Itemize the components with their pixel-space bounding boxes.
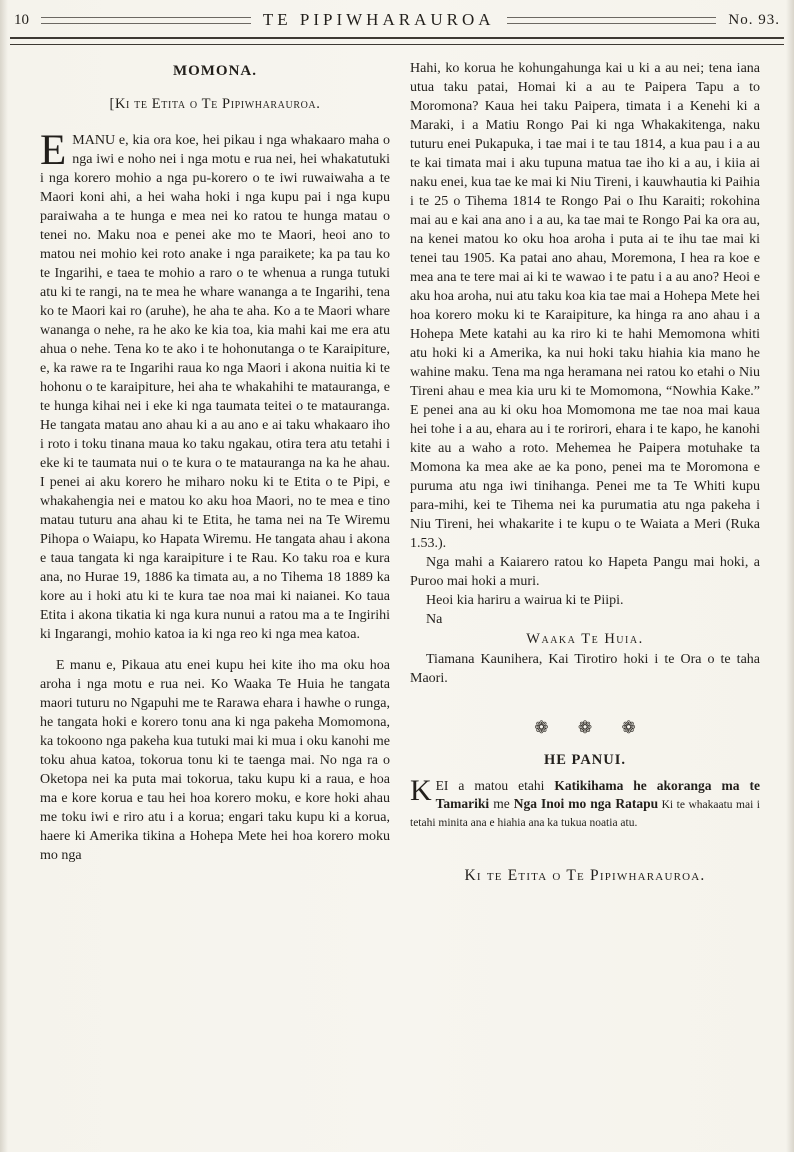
article-paragraph-3: Hahi, ko korua he kohungahunga kai u ki a au nei; tena iana utua taku patai, Homai ki a au te Paipera Tapu a to Moromona? Kaua hei taku Paipera, timata i a Kenehi ki a Maraki, i a Matiu Rongo Pai ki nga Whakakitenga, naku tuturu enei Pukapuka, i tae mai i te tau 1814, a kua pau i a au te kai timata mai i aku tupuna matua tae iho ki a au, i kiia ai naku enei, kua tae ke mai ki Niu Tireni, i kauwhautia ki Paihia i te 25 o Tihema 1814 te Rongo Pai o Ihu Karaiti; rokohina mai au e kai ana ano i a au, ka tae mai te Rongo Pai ka ora au, na kenei matou ko oku hoa aroha i puta ai te ihu tae mai ki tenei tau 1905. Ka patai ano ahau, Moremona, I hea ra koe e mea ana te tere mai ai ki te wawao i te patu i a au ano? Heoi e aku hoa aroha, nui atu taku koa kia tae mai a Hohepa Mete hei hoa korero moku ki te Karaipiture, ka hinga ra ano ahau i a Hohepa Mete katahi au ka riro ki te hahi Memomona whiti atu hoki ki a Amerika, ka nui hoki taku hiahia kia mano he wahine maku. Tena ma nga heramana nei ratou ko etahi o Niu Tireni ahau e mea kia uru ki te Momomona, “Nowhia Kake.” E penei ana au ki oku hoa Momomona me tae noa mai kaua hei tohe i a au, ehara au i te rorirori, ehara i te kapo, he kanohi kite au a waho a roto. Mehemea he Paipera motuhake ta Momona ka mea ake ae ka pono, penei ma te Moromona e puruma atu nga iwi tinihanga. Penei me ta Te Whiti kupu para-mihi, kei te Tihema nei ka purumatia atu nga pakeha i Niu Tireni, hei whakarite i te kupu o te Waiata a Meri (Ruka 1.53.).: [410, 61, 760, 551]
article-heading: MOMONA.: [172, 63, 258, 79]
notice-bold-title-2: Nga Inoi mo nga Ratapu: [513, 795, 659, 811]
masthead-rule-right: [507, 17, 717, 24]
notice-bold-title-1: Katikihama he akoranga ma te Tamariki: [435, 778, 760, 811]
dropcap-letter-k: K: [410, 774, 432, 807]
article-paragraph-4: Nga mahi a Kaiarero ratou ko Hapeta Pangu mai hoki, a Puroo mai hoki a muri.: [410, 555, 760, 589]
notice-small-note: Ki te whakaatu mai i tetahi minita ana e hiahia ana ka tukua noatia atu.: [410, 798, 760, 829]
article-paragraph-1: [40, 127, 390, 644]
issue-number: No. 93.: [728, 11, 781, 28]
author-signature: Waaka Te Huia.: [526, 631, 644, 647]
paragraph-1-text: MANU e, kia ora koe, hei pikau i nga whakaaro maha o nga iwi e noho nei i nga motu e rua nei, hei whakatutuki i nga korero mohio a nga pu-korero o te iwi ruwaiwaha a te Maori koni ahi, a hei waha hoki i nga kupu pai i nga kupu paraiwaha a te hunga e mea nei ko ratou te hunga matau o tenei no. Maku noa e penei ake mo te Maori, heoi ano to matou nei mohio kei roto anake i nga paraikete; ka pa tau ko te Ingarihi, e taea te mohio a raro o te whenua a runga tutuki atu ki te rangi, na te mea he whare wananga a te Ingarihi, tena ko te Maori kai ro (aruhe), he aha te aha. Ko a te Maori whare wananga o nehe, ra he ako ke kia toa, kia mahi kai me era atu ahua o nehe. Tena ko te ako i te hohonutanga o te Karaipiture, e, ka rawe ra te Ingarihi raua ko nga Maori i akona nuitia ki te hohonu o te karaipiture, hei aha te whakahihi te matauranga, e te hunga kihai nei i eke ki nga taumata teitei o te matauranga. He tangata matau ano ahau ki a au ano e ai taku whakaaro iho i roto i toku tinana maua ko taku ngakau, otira tera atu tetahi i eke ki te taumata nui o te kura o te matauranga na ka he ahau. I penei ai aku korero he miharo noku ki te Etita o te Pipi, e whakahengia nei e matou ko aku hoa Maori, no te mea e tino matau tuturu ana ahau ki te Etita, he tama nei na Te Wiremu Pihopa o Waiapu, ko Hapata Wiremu. He tangata ahau i akona e taua tangata ki nga karaipiture i te Rau. Ko taku roa e kura ana, no Hurae 19, 1886 ka timata au, a no Tihema 18 1889 ka kore au i hoki atu ki te kura tae noa mai ki naianei. Ko taua Etita i akona tikatia ki nga kura nunui a ratou ma a te Ingirihi ki Ingarangi, mohio katoa ia ki nga reo ki nga mea katoa.: [40, 133, 390, 642]
dropcap-letter-e: E: [40, 127, 67, 174]
left-column: [40, 59, 390, 885]
article-salutation: [Ki te Etita o Te Pipiwharauroa.: [109, 96, 321, 112]
closing-line-na: Na: [426, 612, 443, 627]
right-column: [410, 59, 760, 885]
page-number: 10: [14, 11, 29, 28]
article-paragraph-2: E manu e, Pikaua atu enei kupu hei kite iho ma oku hoa aroha i nga motu e rua nei. Ko Waaka Te Huia he tangata maori tuturu no Ngapuhi me te Rarawa ehara i hawhe o runga, he tangata hoki e korero tonu ana ki nga pakeha Momomona, ka tokoono nga pakeha kua tutuki mai ki mua i oku kanohi me toku ahua katoa, tokorua tonu ki te taenga mai. No nga ra o Oketopa nei ka puta mai tokorua, taku kupu ki a raua, e hoa ma e kore korua e tau hei hoa korero moku, e kore hoki ahau me toku iwi e riro atu i a korua; engari taku kupu ki a korua, haere ki Amerika tikina a Hohepa Mete hei hoa korero moku mo nga: [40, 658, 390, 863]
notice-paragraph: [410, 774, 760, 831]
masthead-rule-left: [41, 17, 251, 24]
notice-footer-address: Ki te Etita o Te Pipiwharauroa.: [464, 866, 706, 884]
notice-mid-text: me: [489, 795, 514, 811]
author-title-line: Tiamana Kaunihera, Kai Tirotiro hoki i te Ora o te taha Maori.: [410, 652, 760, 686]
newspaper-title: TE PIPIWHARAUROA: [262, 10, 495, 29]
notice-lead-text: EI a matou etahi: [435, 778, 555, 793]
closing-line-heoi: Heoi kia hariru a wairua ki te Piipi.: [426, 593, 624, 608]
masthead: [0, 0, 794, 34]
article-columns: [0, 45, 794, 885]
rosette-ornament-row: ❁ ❁ ❁: [534, 718, 636, 738]
header-divider-rule: [10, 37, 784, 45]
notice-heading: HE PANUI.: [543, 752, 627, 768]
